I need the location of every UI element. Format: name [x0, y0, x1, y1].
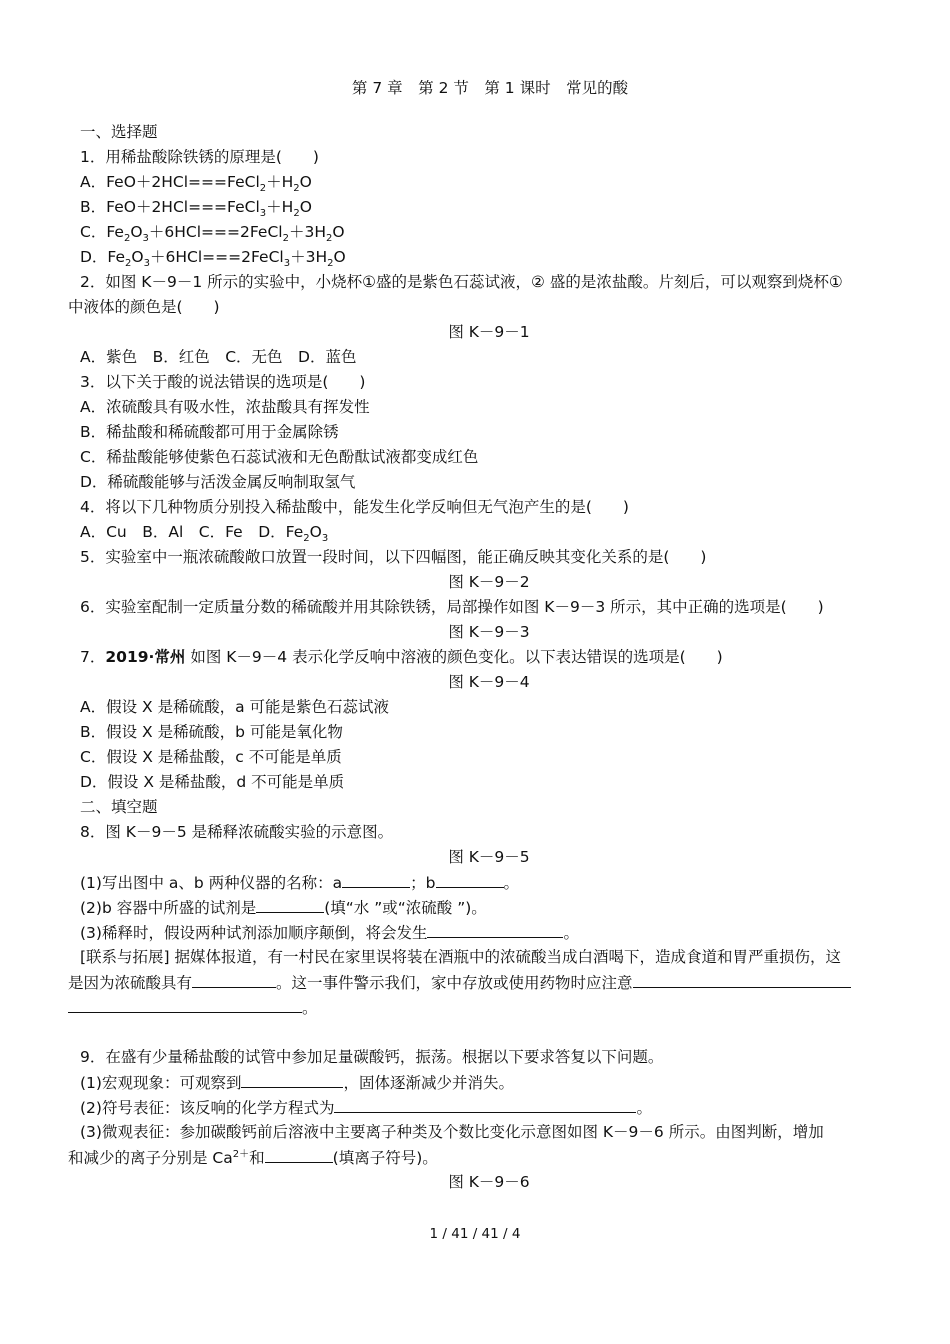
question-2-stem-cont: 中液体的颜色是( ) — [68, 298, 220, 316]
answer-blank — [633, 972, 851, 988]
answer-blank — [427, 922, 563, 938]
question-1-option-b: B．$FeO+2HCl===FeCl_3+H_2O$ — [80, 198, 312, 220]
answer-blank — [265, 1147, 333, 1163]
question-3-option-d: D．稀硫酸能够与活泼金属反响制取氢气 — [80, 473, 356, 491]
question-7-stem: 7．2019·常州 如图 K－9－4 表示化学反响中溶液的颜色变化。以下表达错误的选项是( ) — [80, 648, 723, 666]
question-9-part-3: (3)微观表征：参加碳酸钙前后溶液中主要离子种类及个数比变化示意图如图 K－9－6 所示。由图判断，增加 — [80, 1123, 824, 1141]
question-7-option-c: C．假设 X 是稀盐酸，c 不可能是单质 — [80, 748, 342, 766]
question-7-option-a: A．假设 X 是稀硫酸，a 可能是紫色石蕊试液 — [80, 698, 390, 716]
page-title: 第 7 章 第 2 节 第 1 课时 常见的酸 — [351, 79, 629, 97]
page-number: 1 / 41 / 41 / 4 — [429, 1226, 521, 1242]
question-1-stem: 1．用稀盐酸除铁锈的原理是( ) — [80, 148, 319, 166]
question-3-option-c: C．稀盐酸能够使紫色石蕊试液和无色酚酞试液都变成红色 — [80, 448, 479, 466]
question-source: 2019·常州 — [105, 648, 186, 666]
answer-blank — [192, 972, 276, 988]
section-heading: 一、选择题 — [80, 123, 158, 141]
question-8-part-3: (3)稀释时，假设两种试剂添加顺序颠倒，将会发生 。 — [80, 924, 579, 942]
question-8-part-1: (1)写出图中 a、b 两种仪器的名称：a ；b 。 — [80, 874, 520, 892]
figure-caption: 图 K－9－2 — [448, 573, 530, 591]
question-9-part-1: (1)宏观现象：可观察到 ，固体逐渐减少并消失。 — [80, 1074, 514, 1092]
figure-caption: 图 K－9－5 — [448, 848, 530, 866]
question-5-stem: 5．实验室中一瓶浓硫酸敞口放置一段时间，以下四幅图，能正确反映其变化关系的是( ) — [80, 548, 707, 566]
question-3-option-b: B．稀盐酸和稀硫酸都可用于金属除锈 — [80, 423, 339, 441]
question-3-option-a: A．浓硫酸具有吸水性，浓盐酸具有挥发性 — [80, 398, 370, 416]
question-9-part-3-cont: 和减少的离子分别是 $Ca^{2+}$和 (填离子符号)。 — [68, 1148, 438, 1167]
question-4-stem: 4．将以下几种物质分别投入稀盐酸中，能发生化学反响但无气泡产生的是( ) — [80, 498, 629, 516]
question-1-option-d: D．$Fe_2O_3+6HCl===2FeCl_3+3H_2O$ — [80, 248, 346, 270]
question-8-part-2: (2)b 容器中所盛的试剂是 (填“水 ”或“浓硫酸 ”)。 — [80, 899, 487, 917]
figure-caption: 图 K－9－1 — [448, 323, 530, 341]
question-8-extension-end: 。 — [68, 997, 318, 1018]
answer-blank — [68, 997, 302, 1013]
question-7-option-d: D．假设 X 是稀盐酸，d 不可能是单质 — [80, 773, 345, 791]
question-2-stem: 2．如图 K－9－1 所示的实验中，小烧杯①盛的是紫色石蕊试液，② 盛的是浓盐酸。片刻后，可以观察到烧杯① — [80, 273, 843, 291]
question-4-options: A．Cu B．Al C．Fe D．$Fe_2O_3$ — [80, 523, 329, 545]
question-1-option-c: C．$Fe_2O_3+6HCl===2FeCl_2+3H_2O$ — [80, 223, 345, 245]
answer-blank — [436, 872, 504, 888]
question-9-part-2: (2)符号表征：该反响的化学方程式为 。 — [80, 1099, 652, 1117]
answer-blank — [334, 1097, 636, 1113]
answer-blank — [241, 1072, 343, 1088]
answer-blank — [256, 897, 324, 913]
question-9-stem: 9．在盛有少量稀盐酸的试管中参加足量碳酸钙，振荡。根据以下要求答复以下问题。 — [80, 1048, 664, 1066]
question-6-stem: 6．实验室配制一定质量分数的稀硫酸并用其除铁锈，局部操作如图 K－9－3 所示，其中正确的选项是( ) — [80, 598, 824, 616]
question-3-stem: 3．以下关于酸的说法错误的选项是( ) — [80, 373, 366, 391]
question-8-stem: 8．图 K－9－5 是稀释浓硫酸实验的示意图。 — [80, 823, 394, 841]
answer-blank — [342, 872, 410, 888]
question-1-option-a: A．$FeO+2HCl===FeCl_2+H_2O$ — [80, 173, 312, 195]
question-2-options: A．紫色 B．红色 C．无色 D．蓝色 — [80, 348, 357, 366]
figure-caption: 图 K－9－3 — [448, 623, 530, 641]
section-heading: 二、填空题 — [80, 798, 158, 816]
question-7-option-b: B．假设 X 是稀硫酸，b 可能是氧化物 — [80, 723, 343, 741]
question-8-extension: [联系与拓展] 据媒体报道，有一村民在家里误将装在酒瓶中的浓硫酸当成白酒喝下，造成食道和胃严重损伤，这 — [80, 948, 842, 966]
question-8-extension-cont: 是因为浓硫酸具有 。这一事件警示我们，家中存放或使用药物时应注意 — [68, 972, 851, 993]
figure-caption: 图 K－9－6 — [448, 1173, 530, 1191]
figure-caption: 图 K－9－4 — [448, 673, 530, 691]
